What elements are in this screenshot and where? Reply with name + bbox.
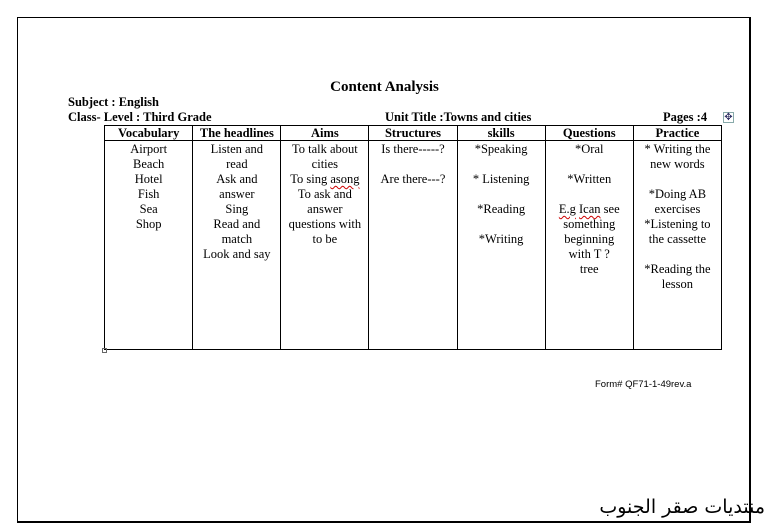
- column-header: Vocabulary: [105, 126, 193, 141]
- unit-title-label: Unit Title :Towns and cities: [385, 110, 532, 124]
- cell-line: Sea: [139, 202, 158, 216]
- table-cell[interactable]: [369, 141, 457, 350]
- cell-line: Listen and: [210, 142, 264, 156]
- column-header: Questions: [545, 126, 633, 141]
- form-number: Form# QF71-1-49rev.a: [595, 379, 692, 390]
- cell-line: cities: [311, 157, 339, 171]
- table-cell[interactable]: [633, 141, 721, 350]
- class-level-label: Class- Level : Third Grade: [68, 110, 212, 124]
- table-cell[interactable]: [457, 141, 545, 350]
- cell-line: Shop: [135, 217, 162, 231]
- cell-line: [546, 187, 633, 202]
- cell-line: something: [563, 217, 616, 231]
- column-header: skills: [457, 126, 545, 141]
- table-cell[interactable]: [105, 141, 193, 350]
- cell-line: Is there-----?: [381, 142, 445, 156]
- column-header: Practice: [633, 126, 721, 141]
- cell-line: new words: [650, 157, 705, 171]
- cell-line: *Reading the: [644, 262, 711, 276]
- cell-line: with T ?: [568, 247, 610, 261]
- cell-line: *Listening to: [644, 217, 711, 231]
- cell-line: Read and: [213, 217, 261, 231]
- cell-line: Ask and: [216, 172, 258, 186]
- cell-line: [458, 217, 545, 232]
- cell-line: *Doing AB: [648, 187, 707, 201]
- cell-line: read: [226, 157, 248, 171]
- cell-line: lesson: [661, 277, 694, 291]
- cell-line: [458, 187, 545, 202]
- table-cell[interactable]: [545, 141, 633, 350]
- cell-line: *Writing: [478, 232, 524, 246]
- subject-label: Subject : English: [68, 95, 159, 109]
- watermark-logo: منتديات صقر الجنوب: [599, 496, 765, 518]
- cell-line: Sing: [225, 202, 249, 216]
- table-move-handle-icon[interactable]: ✥: [724, 112, 733, 123]
- cell-line: answer: [307, 202, 343, 216]
- cell-line: [634, 172, 721, 187]
- cell-line: [634, 247, 721, 262]
- cell-line: Airport: [130, 142, 168, 156]
- column-header: Structures: [369, 126, 457, 141]
- cell-line: questions with: [288, 217, 362, 231]
- cell-line: [458, 157, 545, 172]
- cell-line: E.g Ican see: [558, 202, 620, 216]
- table-cell[interactable]: [281, 141, 369, 350]
- cell-line: *Oral: [575, 142, 604, 156]
- table-resize-handle[interactable]: [102, 348, 107, 353]
- cell-line: exercises: [654, 202, 701, 216]
- cell-line: tree: [579, 262, 599, 276]
- cell-line: To ask and: [297, 187, 352, 201]
- cell-line: the cassette: [648, 232, 707, 246]
- cell-line: Hotel: [134, 172, 163, 186]
- cell-line: Beach: [133, 157, 165, 171]
- spellcheck-word: Ican: [579, 202, 601, 216]
- cell-line: Fish: [137, 187, 160, 201]
- spellcheck-word: E.g: [558, 202, 576, 216]
- column-header: Aims: [281, 126, 369, 141]
- column-header: The headlines: [193, 126, 281, 141]
- cell-line: *Reading: [477, 202, 526, 216]
- cell-line: Are there---?: [380, 172, 446, 186]
- cell-line: [546, 157, 633, 172]
- cell-line: answer: [219, 187, 255, 201]
- table-cell[interactable]: [193, 141, 281, 350]
- cell-line: [369, 157, 456, 172]
- cell-line: Look and say: [203, 247, 271, 261]
- cell-line: To sing asong: [290, 172, 360, 186]
- pages-label: Pages :4: [663, 110, 708, 124]
- cell-line: to be: [312, 232, 338, 246]
- cell-line: To talk about: [291, 142, 358, 156]
- cell-line: beginning: [564, 232, 615, 246]
- cell-line: match: [221, 232, 253, 246]
- cell-line: * Listening: [472, 172, 530, 186]
- cell-line: * Writing the: [644, 142, 711, 156]
- cell-line: *Speaking: [474, 142, 528, 156]
- cell-line: *Written: [567, 172, 612, 186]
- document-title: Content Analysis: [330, 79, 439, 95]
- spellcheck-word: asong: [330, 172, 360, 186]
- content-analysis-table: [104, 125, 722, 350]
